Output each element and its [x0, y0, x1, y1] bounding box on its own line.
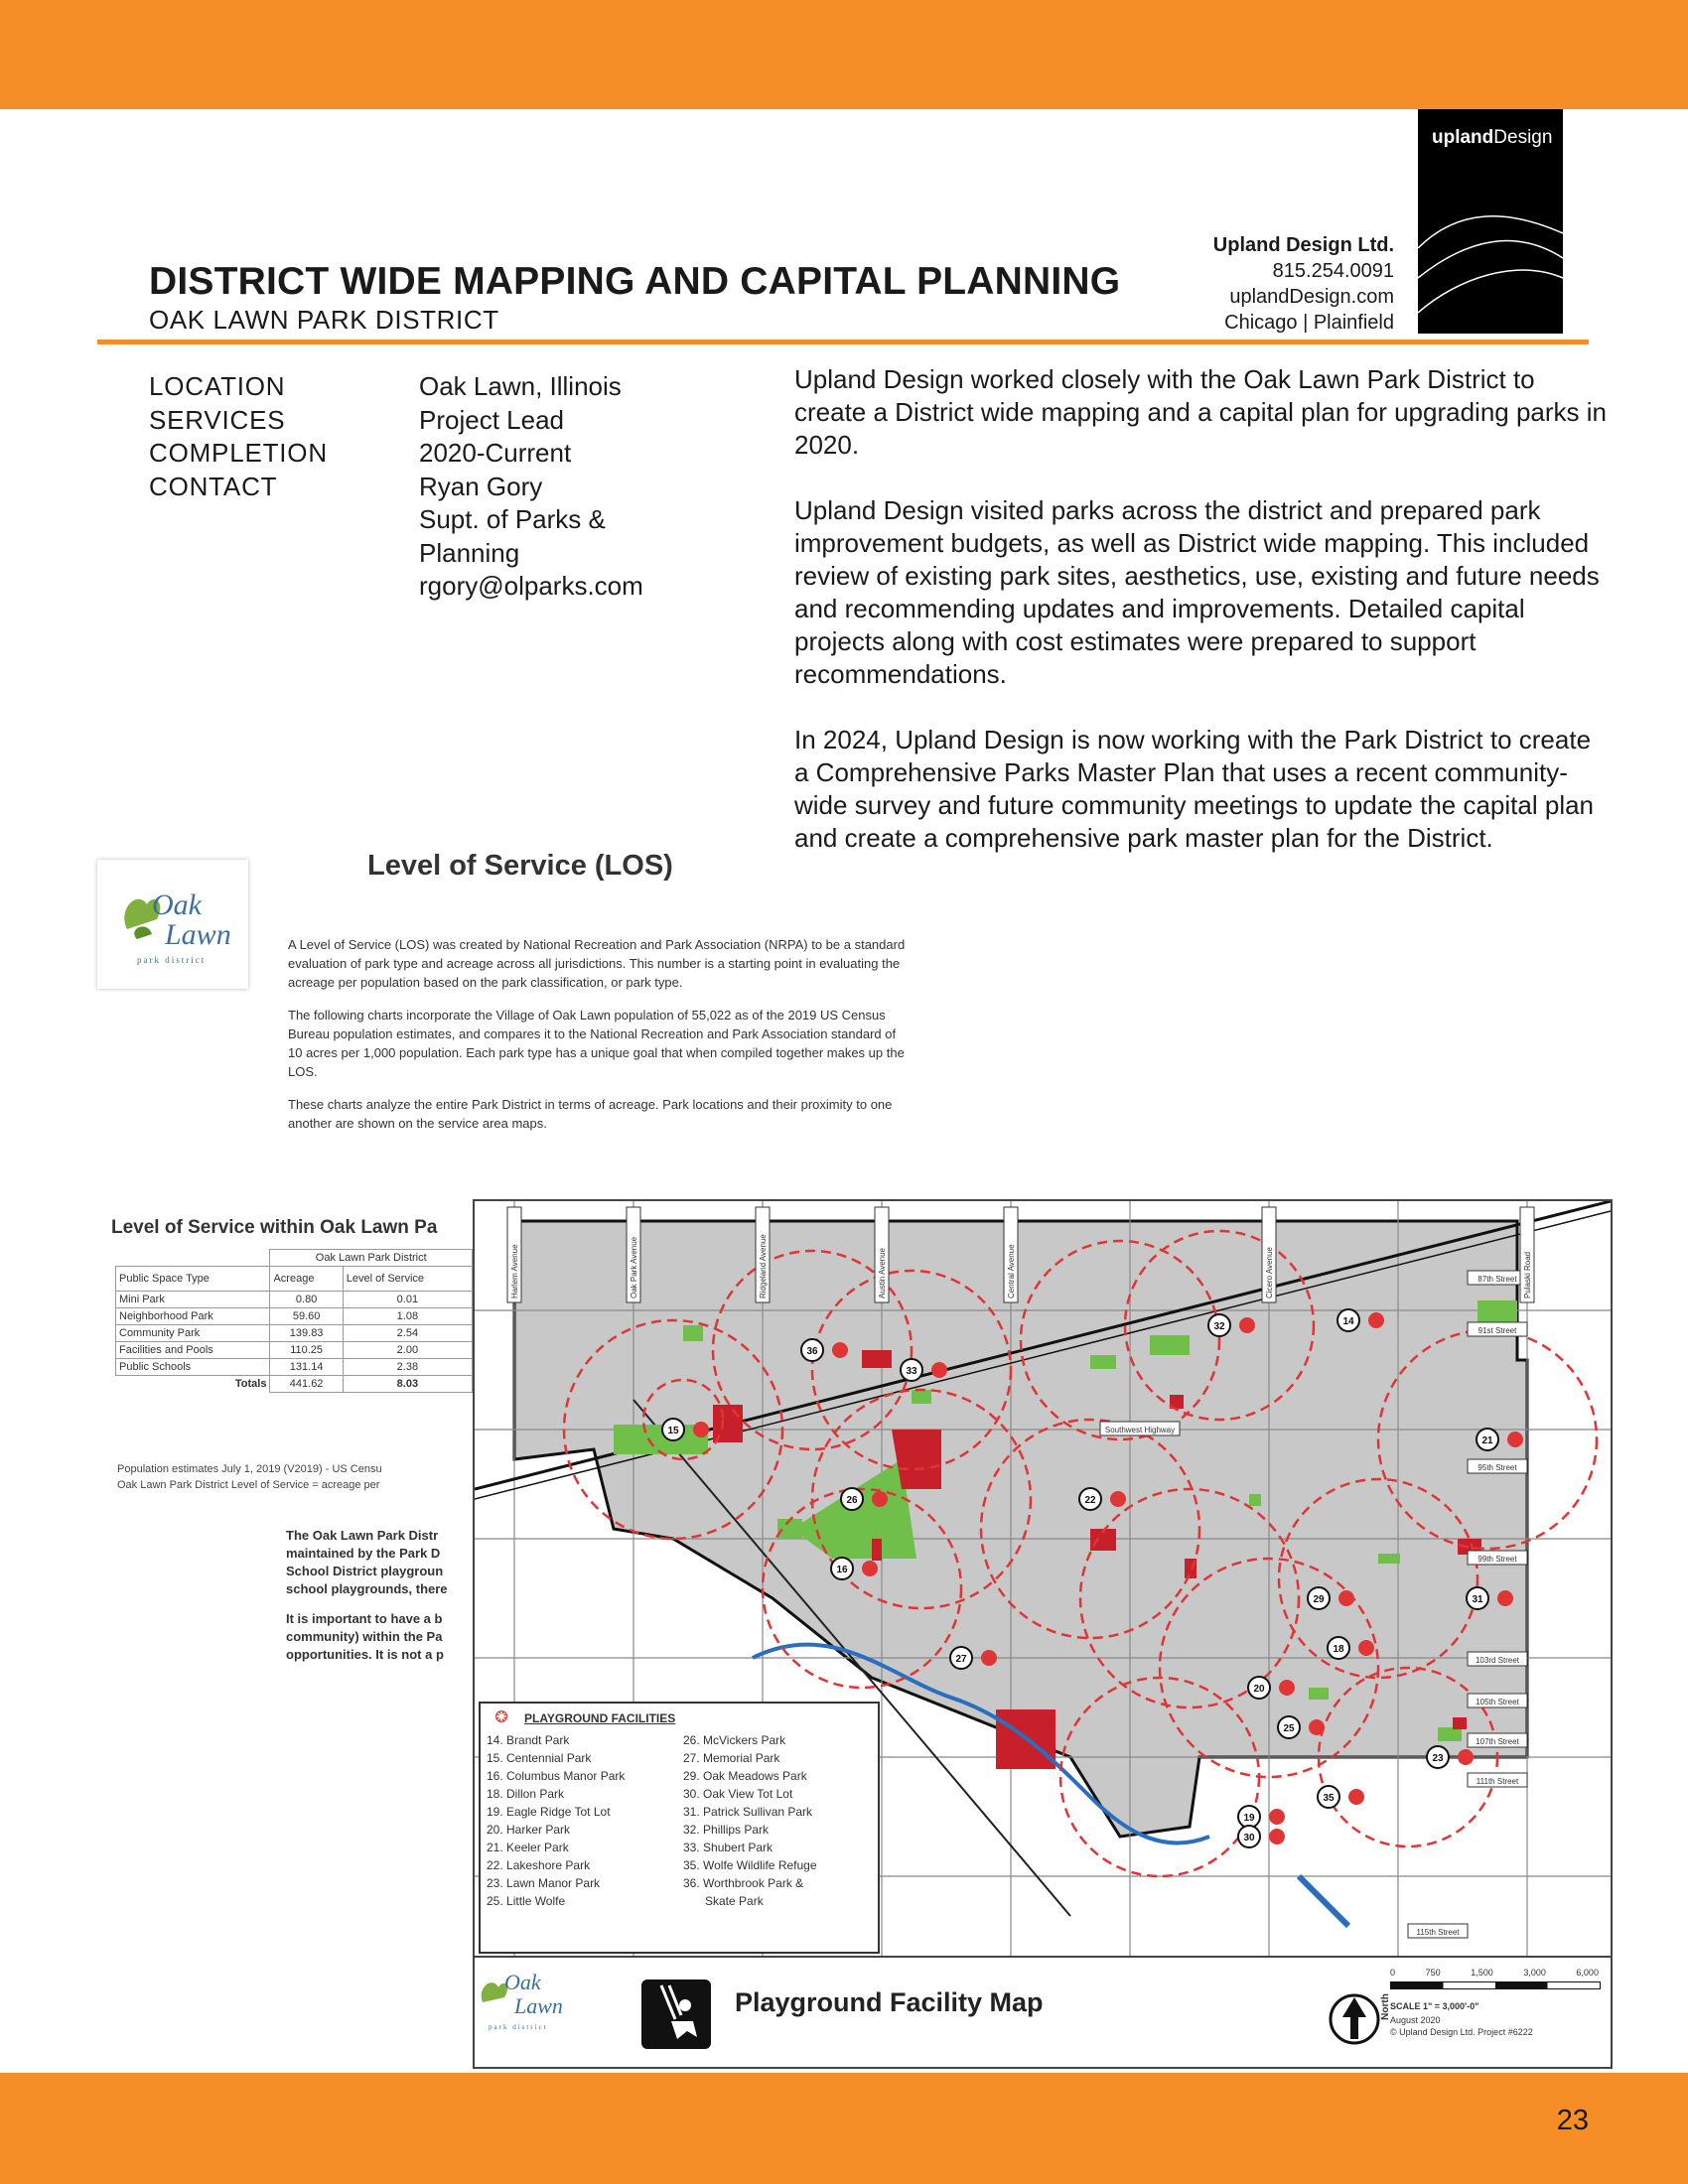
meta-label-contact: CONTACT — [149, 471, 278, 501]
avenue-label: Central Avenue — [1007, 1244, 1016, 1298]
playground-marker-icon — [872, 1491, 888, 1507]
svg-text:111th Street: 111th Street — [1476, 1777, 1519, 1786]
list-item: 18. Dillon Park — [487, 1787, 565, 1801]
park-number-label: 14 — [1342, 1316, 1354, 1327]
oak-lawn-logo-small — [475, 1958, 574, 2039]
los-note-2: Oak Lawn Park District Level of Service = acreage per — [117, 1479, 380, 1491]
meta-contact-title-1: Supt. of Parks & — [419, 504, 606, 534]
page-subtitle: OAK LAWN PARK DISTRICT — [149, 305, 499, 335]
meta-location: Oak Lawn, Illinois — [419, 371, 622, 401]
table-row: Mini Park 0.80 0.01 — [116, 1292, 473, 1308]
scale-ticks: 0 750 1,500 3,000 6,000 — [1390, 1968, 1599, 1978]
playground-marker-icon — [1239, 1317, 1255, 1333]
meta-contact-name: Ryan Gory — [419, 471, 543, 501]
playground-marker-icon — [1110, 1491, 1126, 1507]
avenue-label: Oak Park Avenue — [630, 1236, 638, 1298]
avenue-label: Ridgeland Avenue — [759, 1234, 768, 1298]
park-number-label: 36 — [806, 1346, 818, 1357]
logo-wordmark: uplandDesign — [1432, 127, 1553, 148]
table-row: Public Schools 131.14 2.38 — [116, 1359, 473, 1376]
los-note-1: Population estimates July 1, 2019 (V2019) - US Censu — [117, 1463, 382, 1475]
los-header-type: Public Space Type — [116, 1267, 270, 1292]
list-item: 35. Wolfe Wildlife Refuge — [683, 1858, 817, 1872]
park-number-label: 25 — [1283, 1723, 1295, 1734]
playground-marker-icon — [693, 1422, 709, 1437]
los-header-los: Level of Service — [343, 1267, 472, 1292]
description-paragraph-2: Upland Design visited parks across the district and prepared park improvement budgets, as well as District wide mapping. This included review of existing park sites, aesthetics, use, existing and future needs and recommending updates and improvements. Detailed capital projects along with cost estimates were prepared to support recommendations. — [794, 495, 1600, 689]
list-item: 29. Oak Meadows Park — [683, 1769, 807, 1783]
avenue-label: Austin Avenue — [878, 1247, 887, 1298]
page-title: DISTRICT WIDE MAPPING AND CAPITAL PLANNING — [149, 260, 1121, 303]
page-number: 23 — [1556, 2105, 1589, 2136]
playground-marker-icon — [1497, 1590, 1513, 1606]
scale-bar — [1390, 1981, 1601, 1989]
park-number-label: 30 — [1243, 1833, 1255, 1843]
legend-column-right — [683, 1731, 817, 1910]
playground-marker-icon — [1348, 1789, 1364, 1805]
meta-label-completion: COMPLETION — [149, 438, 328, 468]
svg-text:115th Street: 115th Street — [1416, 1928, 1460, 1937]
park-number-label: 20 — [1253, 1684, 1265, 1695]
table-row: Community Park 139.83 2.54 — [116, 1325, 473, 1342]
park-number-label: 35 — [1323, 1793, 1335, 1804]
map-date: August 2020 — [1390, 2015, 1441, 2025]
upland-design-logo — [1418, 109, 1563, 334]
list-item: 20. Harker Park — [487, 1823, 571, 1837]
playground-marker-icon — [1279, 1680, 1295, 1696]
table-row: Facilities and Pools 110.25 2.00 — [116, 1342, 473, 1359]
list-item: 26. McVickers Park — [683, 1733, 786, 1747]
playground-marker-icon — [981, 1650, 997, 1666]
svg-text:Lawn: Lawn — [165, 918, 231, 951]
meta-services: Project Lead — [419, 404, 564, 435]
bottom-orange-band — [0, 2073, 1688, 2184]
list-item: 21. Keeler Park — [487, 1841, 569, 1854]
svg-text:95th Street: 95th Street — [1477, 1463, 1517, 1472]
svg-text:park district: park district — [137, 955, 207, 965]
los-paragraph-4: The Oak Lawn Park Distr maintained by the Park D School District playgroun school playgrounds, there — [286, 1528, 448, 1596]
list-item: 33. Shubert Park — [683, 1841, 774, 1854]
playground-swing-icon — [641, 1979, 711, 2049]
oak-leaf-icon — [97, 860, 248, 989]
los-notes — [117, 1461, 475, 1493]
park-number-label: 23 — [1432, 1753, 1444, 1764]
project-meta-labels — [149, 370, 328, 503]
playground-marker-icon — [1507, 1432, 1523, 1447]
logo-hills-graphic — [1418, 109, 1563, 334]
park-number-label: 19 — [1243, 1813, 1255, 1824]
map-credit: © Upland Design Ltd. Project #6222 — [1390, 2027, 1533, 2037]
list-item: 23. Lawn Manor Park — [487, 1876, 601, 1890]
svg-text:99th Street: 99th Street — [1477, 1555, 1517, 1564]
list-item: 19. Eagle Ridge Tot Lot — [487, 1805, 611, 1819]
playground-marker-icon — [862, 1561, 878, 1576]
los-paragraph-1: A Level of Service (LOS) was created by National Recreation and Park Association (NRPA) to be a standard evaluation of park type and acreage across all jurisdictions. This number is a starting point in evaluating the acreage per population based on the park classification, or park type. — [288, 937, 906, 990]
project-meta-values — [419, 370, 717, 604]
park-number-label: 27 — [955, 1654, 967, 1665]
svg-text:Lawn: Lawn — [514, 1993, 563, 2018]
playground-marker-icon — [832, 1342, 848, 1358]
park-number-label: 32 — [1213, 1321, 1225, 1332]
playground-marker-icon — [1358, 1640, 1374, 1656]
list-item: 31. Patrick Sullivan Park — [683, 1805, 813, 1819]
playground-facility-map — [473, 1199, 1613, 2069]
description-paragraph-3: In 2024, Upland Design is now working with the Park District to create a Comprehensive Parks Master Plan that uses a recent community-wide survey and future community meetings to update the capital plan and create a comprehensive park master plan for the District. — [794, 725, 1595, 853]
project-description — [794, 363, 1609, 887]
firm-contact-block — [1142, 232, 1394, 336]
list-item: 25. Little Wolfe — [487, 1894, 566, 1908]
los-header-acreage: Acreage — [270, 1267, 343, 1292]
map-title-block — [475, 1956, 1611, 2069]
playground-legend — [479, 1702, 880, 1954]
oak-lawn-district-logo — [97, 860, 248, 989]
los-table — [115, 1249, 473, 1393]
table-row: Neighborhood Park 59.60 1.08 — [116, 1308, 473, 1325]
firm-offices: Chicago | Plainfield — [1224, 312, 1394, 334]
list-item: 15. Centennial Park — [487, 1751, 592, 1765]
legend-title: PLAYGROUND FACILITIES — [524, 1711, 676, 1725]
svg-text:Oak: Oak — [504, 1970, 541, 1994]
svg-text:105th Street: 105th Street — [1476, 1698, 1519, 1706]
park-number-label: 18 — [1333, 1644, 1344, 1655]
svg-text:Southwest Highway: Southwest Highway — [1104, 1426, 1176, 1434]
meta-contact-title-2: Planning — [419, 537, 520, 568]
svg-text:Oak: Oak — [152, 888, 202, 921]
list-item: 14. Brandt Park — [487, 1733, 570, 1747]
playground-marker-icon — [1458, 1749, 1474, 1765]
list-item: Skate Park — [705, 1894, 764, 1908]
avenue-label: Cicero Avenue — [1265, 1247, 1274, 1298]
svg-text:park district: park district — [489, 2023, 548, 2031]
table-totals-row: Totals 441.62 8.03 — [116, 1376, 473, 1393]
description-paragraph-1: Upland Design worked closely with the Oak Lawn Park District to create a District wide mapping and a capital plan for upgrading parks in 2020. — [794, 364, 1608, 460]
playground-marker-icon — [1269, 1829, 1285, 1844]
svg-text:91st Street: 91st Street — [1477, 1326, 1517, 1335]
scale-text: SCALE 1" = 3,000'-0" — [1390, 2001, 1479, 2011]
firm-name: Upland Design Ltd. — [1212, 234, 1394, 256]
playground-marker-icon — [494, 1709, 508, 1723]
los-table-group-header: Oak Lawn Park District — [270, 1250, 473, 1267]
meta-completion: 2020-Current — [419, 438, 572, 468]
los-more-text — [286, 1527, 475, 1676]
north-label: North — [1379, 1993, 1391, 2020]
top-orange-band — [0, 0, 1688, 109]
list-item: 27. Memorial Park — [683, 1751, 780, 1765]
park-number-label: 16 — [836, 1565, 848, 1575]
svg-text:107th Street: 107th Street — [1476, 1737, 1519, 1746]
playground-marker-icon — [1368, 1312, 1384, 1328]
playground-marker-icon — [1269, 1809, 1285, 1825]
playground-marker-icon — [1338, 1590, 1354, 1606]
list-item: 22. Lakeshore Park — [487, 1858, 591, 1872]
los-intro — [288, 935, 914, 1147]
park-number-label: 29 — [1313, 1594, 1325, 1605]
list-item: 16. Columbus Manor Park — [487, 1769, 626, 1783]
svg-text:103rd Street: 103rd Street — [1475, 1656, 1520, 1665]
map-title: Playground Facility Map — [735, 1987, 1044, 2017]
park-number-label: 15 — [667, 1426, 679, 1436]
playground-marker-icon — [1309, 1719, 1325, 1735]
list-item: 30. Oak View Tot Lot — [683, 1787, 793, 1801]
list-item: 32. Phillips Park — [683, 1823, 770, 1837]
playground-marker-icon — [931, 1362, 947, 1378]
los-paragraph-2: The following charts incorporate the Village of Oak Lawn population of 55,022 as of the 2019 US Census Bureau population estimates, and compares it to the National Recreation and Park Association standard of 10 acres per 1,000 population. Each park type has a unique goal that when compiled together makes up the LOS. — [288, 1008, 905, 1079]
los-table-title: Level of Service within Oak Lawn Pa — [111, 1217, 438, 1238]
park-number-label: 31 — [1472, 1594, 1483, 1605]
park-number-label: 26 — [846, 1495, 858, 1506]
firm-phone: 815.254.0091 — [1272, 260, 1394, 282]
meta-label-location: LOCATION — [149, 371, 286, 401]
firm-website: uplandDesign.com — [1229, 286, 1394, 308]
park-number-label: 21 — [1481, 1435, 1493, 1446]
park-number-label: 33 — [906, 1366, 917, 1377]
los-paragraph-3: These charts analyze the entire Park District in terms of acreage. Park locations and their proximity to one another are shown on the service area maps. — [288, 1097, 893, 1131]
meta-label-services: SERVICES — [149, 404, 286, 435]
los-title: Level of Service (LOS) — [367, 850, 673, 882]
meta-contact-email: rgory@olparks.com — [419, 571, 643, 601]
list-item: 36. Worthbrook Park & — [683, 1876, 804, 1890]
legend-column-left — [487, 1731, 625, 1910]
park-number-label: 22 — [1084, 1495, 1096, 1506]
scale-and-north — [1329, 1966, 1607, 2065]
svg-text:87th Street: 87th Street — [1477, 1275, 1517, 1284]
avenue-label: Harlem Avenue — [510, 1244, 519, 1298]
los-paragraph-5: It is important to have a b community) within the Pa opportunities. It is not a p — [286, 1611, 444, 1662]
orange-divider — [97, 340, 1589, 344]
avenue-label: Pulaski Road — [1523, 1251, 1532, 1298]
